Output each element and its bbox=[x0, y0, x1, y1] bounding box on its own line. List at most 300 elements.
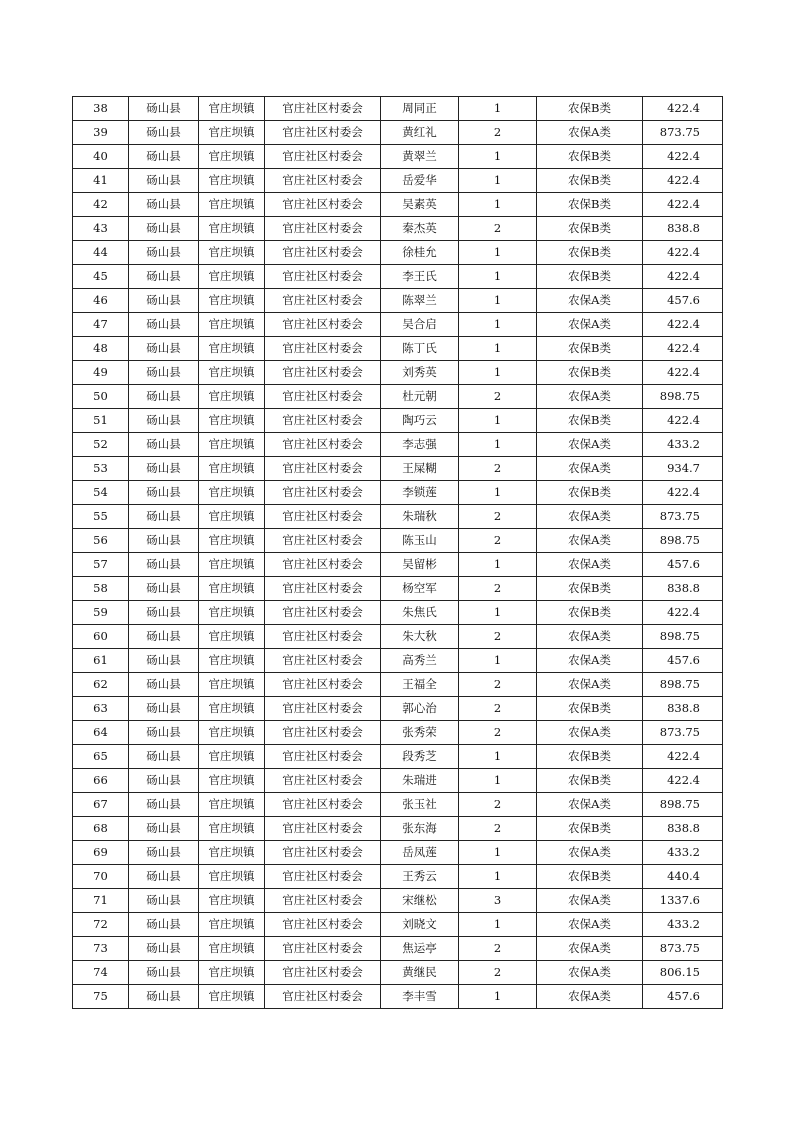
table-row bbox=[73, 793, 723, 817]
person-count-cell: 1 bbox=[459, 745, 537, 769]
name-cell: 张秀荣 bbox=[381, 721, 459, 745]
person-count-cell: 2 bbox=[459, 505, 537, 529]
village-cell: 官庄社区村委会 bbox=[265, 841, 381, 865]
town-cell: 官庄坝镇 bbox=[199, 985, 265, 1009]
person-count-cell: 1 bbox=[459, 865, 537, 889]
person-count-cell: 2 bbox=[459, 961, 537, 985]
village-cell: 官庄社区村委会 bbox=[265, 145, 381, 169]
person-count-cell: 2 bbox=[459, 121, 537, 145]
person-count-cell: 2 bbox=[459, 721, 537, 745]
county-cell: 砀山县 bbox=[129, 649, 199, 673]
amount-cell: 457.6 bbox=[643, 985, 723, 1009]
amount-cell: 422.4 bbox=[643, 313, 723, 337]
county-cell: 砀山县 bbox=[129, 985, 199, 1009]
village-cell: 官庄社区村委会 bbox=[265, 577, 381, 601]
person-count-cell: 2 bbox=[459, 817, 537, 841]
village-cell: 官庄社区村委会 bbox=[265, 217, 381, 241]
insurance-type-cell: 农保B类 bbox=[537, 481, 643, 505]
insurance-type-cell: 农保A类 bbox=[537, 961, 643, 985]
village-cell: 官庄社区村委会 bbox=[265, 337, 381, 361]
amount-cell: 838.8 bbox=[643, 217, 723, 241]
roster-table-body bbox=[73, 97, 723, 1009]
name-cell: 朱瑞秋 bbox=[381, 505, 459, 529]
person-count-cell: 1 bbox=[459, 97, 537, 121]
town-cell: 官庄坝镇 bbox=[199, 241, 265, 265]
table-row bbox=[73, 649, 723, 673]
table-row bbox=[73, 385, 723, 409]
county-cell: 砀山县 bbox=[129, 529, 199, 553]
name-cell: 刘晓文 bbox=[381, 913, 459, 937]
row-number-cell: 72 bbox=[73, 913, 129, 937]
insurance-type-cell: 农保B类 bbox=[537, 817, 643, 841]
town-cell: 官庄坝镇 bbox=[199, 529, 265, 553]
amount-cell: 898.75 bbox=[643, 673, 723, 697]
town-cell: 官庄坝镇 bbox=[199, 553, 265, 577]
table-row bbox=[73, 481, 723, 505]
name-cell: 吴留彬 bbox=[381, 553, 459, 577]
village-cell: 官庄社区村委会 bbox=[265, 817, 381, 841]
row-number-cell: 49 bbox=[73, 361, 129, 385]
amount-cell: 838.8 bbox=[643, 817, 723, 841]
person-count-cell: 1 bbox=[459, 169, 537, 193]
town-cell: 官庄坝镇 bbox=[199, 937, 265, 961]
insurance-type-cell: 农保A类 bbox=[537, 433, 643, 457]
town-cell: 官庄坝镇 bbox=[199, 577, 265, 601]
person-count-cell: 2 bbox=[459, 625, 537, 649]
person-count-cell: 2 bbox=[459, 385, 537, 409]
county-cell: 砀山县 bbox=[129, 793, 199, 817]
amount-cell: 422.4 bbox=[643, 169, 723, 193]
county-cell: 砀山县 bbox=[129, 433, 199, 457]
insurance-type-cell: 农保A类 bbox=[537, 721, 643, 745]
town-cell: 官庄坝镇 bbox=[199, 505, 265, 529]
village-cell: 官庄社区村委会 bbox=[265, 505, 381, 529]
insurance-type-cell: 农保B类 bbox=[537, 193, 643, 217]
insurance-type-cell: 农保A类 bbox=[537, 505, 643, 529]
amount-cell: 422.4 bbox=[643, 97, 723, 121]
insurance-type-cell: 农保A类 bbox=[537, 625, 643, 649]
table-row bbox=[73, 577, 723, 601]
insurance-type-cell: 农保B类 bbox=[537, 169, 643, 193]
town-cell: 官庄坝镇 bbox=[199, 361, 265, 385]
person-count-cell: 2 bbox=[459, 697, 537, 721]
name-cell: 李丰雪 bbox=[381, 985, 459, 1009]
amount-cell: 422.4 bbox=[643, 145, 723, 169]
town-cell: 官庄坝镇 bbox=[199, 625, 265, 649]
table-row bbox=[73, 625, 723, 649]
person-count-cell: 2 bbox=[459, 457, 537, 481]
village-cell: 官庄社区村委会 bbox=[265, 97, 381, 121]
town-cell: 官庄坝镇 bbox=[199, 961, 265, 985]
row-number-cell: 69 bbox=[73, 841, 129, 865]
insurance-type-cell: 农保A类 bbox=[537, 649, 643, 673]
amount-cell: 898.75 bbox=[643, 529, 723, 553]
table-row bbox=[73, 505, 723, 529]
row-number-cell: 50 bbox=[73, 385, 129, 409]
table-row bbox=[73, 697, 723, 721]
county-cell: 砀山县 bbox=[129, 601, 199, 625]
table-row bbox=[73, 241, 723, 265]
row-number-cell: 47 bbox=[73, 313, 129, 337]
village-cell: 官庄社区村委会 bbox=[265, 745, 381, 769]
row-number-cell: 61 bbox=[73, 649, 129, 673]
village-cell: 官庄社区村委会 bbox=[265, 241, 381, 265]
table-row bbox=[73, 865, 723, 889]
insurance-type-cell: 农保B类 bbox=[537, 409, 643, 433]
insurance-type-cell: 农保A类 bbox=[537, 889, 643, 913]
insurance-type-cell: 农保A类 bbox=[537, 121, 643, 145]
village-cell: 官庄社区村委会 bbox=[265, 289, 381, 313]
amount-cell: 433.2 bbox=[643, 841, 723, 865]
table-row bbox=[73, 361, 723, 385]
name-cell: 朱瑞进 bbox=[381, 769, 459, 793]
village-cell: 官庄社区村委会 bbox=[265, 649, 381, 673]
person-count-cell: 2 bbox=[459, 577, 537, 601]
county-cell: 砀山县 bbox=[129, 217, 199, 241]
person-count-cell: 2 bbox=[459, 217, 537, 241]
name-cell: 岳凤莲 bbox=[381, 841, 459, 865]
town-cell: 官庄坝镇 bbox=[199, 601, 265, 625]
row-number-cell: 58 bbox=[73, 577, 129, 601]
town-cell: 官庄坝镇 bbox=[199, 481, 265, 505]
town-cell: 官庄坝镇 bbox=[199, 193, 265, 217]
person-count-cell: 1 bbox=[459, 409, 537, 433]
town-cell: 官庄坝镇 bbox=[199, 409, 265, 433]
county-cell: 砀山县 bbox=[129, 913, 199, 937]
table-row bbox=[73, 193, 723, 217]
county-cell: 砀山县 bbox=[129, 457, 199, 481]
county-cell: 砀山县 bbox=[129, 193, 199, 217]
town-cell: 官庄坝镇 bbox=[199, 913, 265, 937]
village-cell: 官庄社区村委会 bbox=[265, 121, 381, 145]
insurance-type-cell: 农保B类 bbox=[537, 241, 643, 265]
roster-table bbox=[72, 96, 723, 1009]
town-cell: 官庄坝镇 bbox=[199, 337, 265, 361]
village-cell: 官庄社区村委会 bbox=[265, 913, 381, 937]
insurance-type-cell: 农保A类 bbox=[537, 985, 643, 1009]
village-cell: 官庄社区村委会 bbox=[265, 721, 381, 745]
town-cell: 官庄坝镇 bbox=[199, 745, 265, 769]
amount-cell: 422.4 bbox=[643, 241, 723, 265]
county-cell: 砀山县 bbox=[129, 241, 199, 265]
table-row bbox=[73, 337, 723, 361]
row-number-cell: 46 bbox=[73, 289, 129, 313]
insurance-type-cell: 农保A类 bbox=[537, 937, 643, 961]
table-row bbox=[73, 817, 723, 841]
person-count-cell: 1 bbox=[459, 601, 537, 625]
row-number-cell: 45 bbox=[73, 265, 129, 289]
amount-cell: 838.8 bbox=[643, 697, 723, 721]
name-cell: 王屎糊 bbox=[381, 457, 459, 481]
table-row bbox=[73, 529, 723, 553]
county-cell: 砀山县 bbox=[129, 289, 199, 313]
village-cell: 官庄社区村委会 bbox=[265, 457, 381, 481]
name-cell: 杨空军 bbox=[381, 577, 459, 601]
name-cell: 郭心治 bbox=[381, 697, 459, 721]
table-row bbox=[73, 97, 723, 121]
name-cell: 黄继民 bbox=[381, 961, 459, 985]
table-row bbox=[73, 169, 723, 193]
row-number-cell: 40 bbox=[73, 145, 129, 169]
insurance-type-cell: 农保B类 bbox=[537, 577, 643, 601]
table-row bbox=[73, 313, 723, 337]
county-cell: 砀山县 bbox=[129, 961, 199, 985]
amount-cell: 806.15 bbox=[643, 961, 723, 985]
village-cell: 官庄社区村委会 bbox=[265, 193, 381, 217]
village-cell: 官庄社区村委会 bbox=[265, 601, 381, 625]
village-cell: 官庄社区村委会 bbox=[265, 673, 381, 697]
name-cell: 张东海 bbox=[381, 817, 459, 841]
insurance-type-cell: 农保B类 bbox=[537, 601, 643, 625]
county-cell: 砀山县 bbox=[129, 97, 199, 121]
insurance-type-cell: 农保A类 bbox=[537, 289, 643, 313]
town-cell: 官庄坝镇 bbox=[199, 817, 265, 841]
county-cell: 砀山县 bbox=[129, 169, 199, 193]
town-cell: 官庄坝镇 bbox=[199, 649, 265, 673]
county-cell: 砀山县 bbox=[129, 769, 199, 793]
insurance-type-cell: 农保B类 bbox=[537, 697, 643, 721]
insurance-type-cell: 农保A类 bbox=[537, 313, 643, 337]
person-count-cell: 1 bbox=[459, 769, 537, 793]
table-row bbox=[73, 433, 723, 457]
town-cell: 官庄坝镇 bbox=[199, 721, 265, 745]
name-cell: 秦杰英 bbox=[381, 217, 459, 241]
insurance-type-cell: 农保A类 bbox=[537, 385, 643, 409]
name-cell: 黄翠兰 bbox=[381, 145, 459, 169]
row-number-cell: 55 bbox=[73, 505, 129, 529]
name-cell: 张玉社 bbox=[381, 793, 459, 817]
row-number-cell: 43 bbox=[73, 217, 129, 241]
village-cell: 官庄社区村委会 bbox=[265, 937, 381, 961]
town-cell: 官庄坝镇 bbox=[199, 289, 265, 313]
name-cell: 吴素英 bbox=[381, 193, 459, 217]
person-count-cell: 1 bbox=[459, 985, 537, 1009]
village-cell: 官庄社区村委会 bbox=[265, 433, 381, 457]
row-number-cell: 54 bbox=[73, 481, 129, 505]
amount-cell: 934.7 bbox=[643, 457, 723, 481]
insurance-type-cell: 农保B类 bbox=[537, 769, 643, 793]
amount-cell: 898.75 bbox=[643, 625, 723, 649]
town-cell: 官庄坝镇 bbox=[199, 169, 265, 193]
table-row bbox=[73, 937, 723, 961]
person-count-cell: 1 bbox=[459, 145, 537, 169]
amount-cell: 422.4 bbox=[643, 769, 723, 793]
name-cell: 朱大秋 bbox=[381, 625, 459, 649]
person-count-cell: 1 bbox=[459, 337, 537, 361]
person-count-cell: 1 bbox=[459, 433, 537, 457]
county-cell: 砀山县 bbox=[129, 145, 199, 169]
town-cell: 官庄坝镇 bbox=[199, 889, 265, 913]
county-cell: 砀山县 bbox=[129, 937, 199, 961]
table-row bbox=[73, 841, 723, 865]
row-number-cell: 42 bbox=[73, 193, 129, 217]
person-count-cell: 1 bbox=[459, 481, 537, 505]
insurance-type-cell: 农保A类 bbox=[537, 457, 643, 481]
person-count-cell: 1 bbox=[459, 241, 537, 265]
county-cell: 砀山县 bbox=[129, 841, 199, 865]
table-row bbox=[73, 673, 723, 697]
town-cell: 官庄坝镇 bbox=[199, 385, 265, 409]
name-cell: 陶巧云 bbox=[381, 409, 459, 433]
name-cell: 段秀芝 bbox=[381, 745, 459, 769]
amount-cell: 422.4 bbox=[643, 337, 723, 361]
insurance-type-cell: 农保B类 bbox=[537, 265, 643, 289]
person-count-cell: 3 bbox=[459, 889, 537, 913]
name-cell: 黄红礼 bbox=[381, 121, 459, 145]
insurance-type-cell: 农保B类 bbox=[537, 865, 643, 889]
row-number-cell: 41 bbox=[73, 169, 129, 193]
table-row bbox=[73, 553, 723, 577]
amount-cell: 433.2 bbox=[643, 913, 723, 937]
name-cell: 李志强 bbox=[381, 433, 459, 457]
village-cell: 官庄社区村委会 bbox=[265, 985, 381, 1009]
table-row bbox=[73, 913, 723, 937]
insurance-type-cell: 农保B类 bbox=[537, 217, 643, 241]
row-number-cell: 53 bbox=[73, 457, 129, 481]
county-cell: 砀山县 bbox=[129, 673, 199, 697]
insurance-type-cell: 农保A类 bbox=[537, 913, 643, 937]
name-cell: 李王氏 bbox=[381, 265, 459, 289]
village-cell: 官庄社区村委会 bbox=[265, 961, 381, 985]
insurance-type-cell: 农保B类 bbox=[537, 97, 643, 121]
amount-cell: 873.75 bbox=[643, 721, 723, 745]
name-cell: 王福全 bbox=[381, 673, 459, 697]
county-cell: 砀山县 bbox=[129, 865, 199, 889]
county-cell: 砀山县 bbox=[129, 313, 199, 337]
name-cell: 朱焦氏 bbox=[381, 601, 459, 625]
person-count-cell: 1 bbox=[459, 553, 537, 577]
row-number-cell: 52 bbox=[73, 433, 129, 457]
county-cell: 砀山县 bbox=[129, 721, 199, 745]
row-number-cell: 62 bbox=[73, 673, 129, 697]
name-cell: 宋继松 bbox=[381, 889, 459, 913]
insurance-type-cell: 农保A类 bbox=[537, 793, 643, 817]
name-cell: 陈丁氏 bbox=[381, 337, 459, 361]
person-count-cell: 1 bbox=[459, 913, 537, 937]
name-cell: 刘秀英 bbox=[381, 361, 459, 385]
county-cell: 砀山县 bbox=[129, 361, 199, 385]
town-cell: 官庄坝镇 bbox=[199, 865, 265, 889]
row-number-cell: 75 bbox=[73, 985, 129, 1009]
amount-cell: 422.4 bbox=[643, 481, 723, 505]
village-cell: 官庄社区村委会 bbox=[265, 409, 381, 433]
county-cell: 砀山县 bbox=[129, 121, 199, 145]
amount-cell: 457.6 bbox=[643, 289, 723, 313]
table-row bbox=[73, 961, 723, 985]
row-number-cell: 39 bbox=[73, 121, 129, 145]
table-row bbox=[73, 409, 723, 433]
insurance-type-cell: 农保B类 bbox=[537, 145, 643, 169]
table-row bbox=[73, 265, 723, 289]
county-cell: 砀山县 bbox=[129, 697, 199, 721]
row-number-cell: 38 bbox=[73, 97, 129, 121]
person-count-cell: 2 bbox=[459, 529, 537, 553]
person-count-cell: 2 bbox=[459, 673, 537, 697]
village-cell: 官庄社区村委会 bbox=[265, 865, 381, 889]
amount-cell: 422.4 bbox=[643, 193, 723, 217]
town-cell: 官庄坝镇 bbox=[199, 313, 265, 337]
village-cell: 官庄社区村委会 bbox=[265, 889, 381, 913]
town-cell: 官庄坝镇 bbox=[199, 97, 265, 121]
town-cell: 官庄坝镇 bbox=[199, 841, 265, 865]
row-number-cell: 71 bbox=[73, 889, 129, 913]
county-cell: 砀山县 bbox=[129, 265, 199, 289]
county-cell: 砀山县 bbox=[129, 625, 199, 649]
insurance-type-cell: 农保A类 bbox=[537, 529, 643, 553]
amount-cell: 838.8 bbox=[643, 577, 723, 601]
name-cell: 徐桂允 bbox=[381, 241, 459, 265]
table-row bbox=[73, 985, 723, 1009]
person-count-cell: 1 bbox=[459, 193, 537, 217]
row-number-cell: 44 bbox=[73, 241, 129, 265]
village-cell: 官庄社区村委会 bbox=[265, 481, 381, 505]
town-cell: 官庄坝镇 bbox=[199, 769, 265, 793]
county-cell: 砀山县 bbox=[129, 409, 199, 433]
row-number-cell: 67 bbox=[73, 793, 129, 817]
row-number-cell: 48 bbox=[73, 337, 129, 361]
row-number-cell: 65 bbox=[73, 745, 129, 769]
amount-cell: 898.75 bbox=[643, 385, 723, 409]
name-cell: 李锁莲 bbox=[381, 481, 459, 505]
county-cell: 砀山县 bbox=[129, 481, 199, 505]
name-cell: 高秀兰 bbox=[381, 649, 459, 673]
county-cell: 砀山县 bbox=[129, 817, 199, 841]
table-row bbox=[73, 145, 723, 169]
village-cell: 官庄社区村委会 bbox=[265, 529, 381, 553]
amount-cell: 422.4 bbox=[643, 745, 723, 769]
village-cell: 官庄社区村委会 bbox=[265, 697, 381, 721]
table-row bbox=[73, 721, 723, 745]
insurance-type-cell: 农保B类 bbox=[537, 337, 643, 361]
town-cell: 官庄坝镇 bbox=[199, 457, 265, 481]
table-row bbox=[73, 769, 723, 793]
amount-cell: 873.75 bbox=[643, 937, 723, 961]
table-row bbox=[73, 121, 723, 145]
table-row bbox=[73, 217, 723, 241]
village-cell: 官庄社区村委会 bbox=[265, 793, 381, 817]
town-cell: 官庄坝镇 bbox=[199, 145, 265, 169]
village-cell: 官庄社区村委会 bbox=[265, 169, 381, 193]
name-cell: 陈玉山 bbox=[381, 529, 459, 553]
name-cell: 王秀云 bbox=[381, 865, 459, 889]
town-cell: 官庄坝镇 bbox=[199, 793, 265, 817]
county-cell: 砀山县 bbox=[129, 385, 199, 409]
county-cell: 砀山县 bbox=[129, 889, 199, 913]
village-cell: 官庄社区村委会 bbox=[265, 769, 381, 793]
row-number-cell: 56 bbox=[73, 529, 129, 553]
town-cell: 官庄坝镇 bbox=[199, 433, 265, 457]
row-number-cell: 60 bbox=[73, 625, 129, 649]
person-count-cell: 2 bbox=[459, 793, 537, 817]
county-cell: 砀山县 bbox=[129, 745, 199, 769]
table-row bbox=[73, 457, 723, 481]
person-count-cell: 1 bbox=[459, 361, 537, 385]
row-number-cell: 63 bbox=[73, 697, 129, 721]
row-number-cell: 59 bbox=[73, 601, 129, 625]
amount-cell: 422.4 bbox=[643, 265, 723, 289]
row-number-cell: 68 bbox=[73, 817, 129, 841]
person-count-cell: 1 bbox=[459, 313, 537, 337]
village-cell: 官庄社区村委会 bbox=[265, 313, 381, 337]
amount-cell: 1337.6 bbox=[643, 889, 723, 913]
amount-cell: 457.6 bbox=[643, 553, 723, 577]
table-row bbox=[73, 745, 723, 769]
insurance-type-cell: 农保B类 bbox=[537, 361, 643, 385]
village-cell: 官庄社区村委会 bbox=[265, 265, 381, 289]
row-number-cell: 51 bbox=[73, 409, 129, 433]
amount-cell: 457.6 bbox=[643, 649, 723, 673]
person-count-cell: 1 bbox=[459, 841, 537, 865]
